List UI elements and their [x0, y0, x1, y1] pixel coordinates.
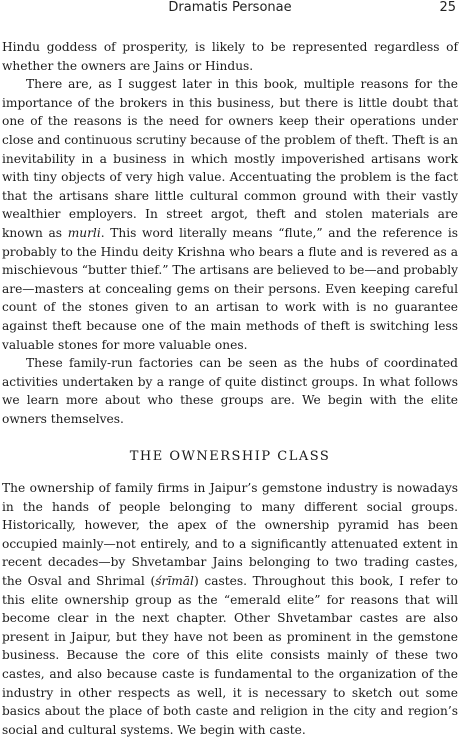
term-srimal: śrīmāl: [155, 574, 194, 589]
section-heading: THE OWNERSHIP CLASS: [129, 449, 331, 465]
paragraph-theft-text-1: There are, as I suggest later in this book, multiple reasons for the importance of the brokers in this business, but there is little doubt that one of the reasons is the need for owners keep their operations under close and continuous scrutiny because of the problem of theft. Theft is an inevitability in a business in which mostly impoverished artisans work with tiny objects of very high value. Accentuating the problem is the fact that the artisans share little cultural common ground with their vastly wealthier employers. In street argot, theft and stolen materials are known as: [2, 77, 458, 240]
paragraph-ownership: [2, 479, 458, 739]
paragraph-continuation: Hindu goddess of prosperity, is likely to be represented regardless of whether the owners are Jains or Hindus.: [2, 40, 458, 73]
running-title: Dramatis Personae: [168, 0, 292, 15]
paragraph-theft: [2, 75, 458, 354]
term-murli: murli: [67, 225, 101, 240]
page-number: 25: [439, 0, 456, 15]
running-head: [0, 0, 460, 22]
body-text: [2, 38, 458, 739]
paragraph-factories: These family-run factories can be seen as the hubs of coordinated activities undertaken by a range of quite distinct groups. In what follows we learn more about who these groups are. We begin with the elite owners themselves.: [2, 356, 458, 426]
paragraph-ownership-text-2: ) castes. Throughout this book, I refer to this elite ownership group as the “emerald elite” for reasons that will become clear in the next chapter. Other Shvetambar castes are also present in Jaipur, but they have not been as prominent in the gemstone business. Because the core of this elite consists mainly of these two castes, and also because caste is fundamental to the organization of the industry in other respects as well, it is necessary to sketch out some basics about the place of both caste and religion in the city and region’s social and cultural systems. We begin with caste.: [2, 574, 458, 737]
paragraph-theft-text-2: . This word literally means “flute,” and the reference is probably to the Hindu deity Krishna who bears a flute and is revered as a mischievous “butter thief.” The artisans are believed to be—and probably are—masters at concealing gems on their persons. Even keeping careful count of the stones given to an artisan to work with is no guarantee against theft because one of the main methods of theft is switching less valuable stones for more valuable ones.: [2, 225, 458, 352]
paragraph-ownership-text-1: The ownership of family firms in Jaipur’s gemstone industry is nowadays in the hands of people belonging to many different social groups. Historically, however, the apex of the ownership pyramid has been occupied mainly—not entirely, and to a significantly attenuated extent in recent decades—by Shvetambar Jains belonging to two trading castes, the Osval and Shrimal (: [2, 481, 458, 589]
